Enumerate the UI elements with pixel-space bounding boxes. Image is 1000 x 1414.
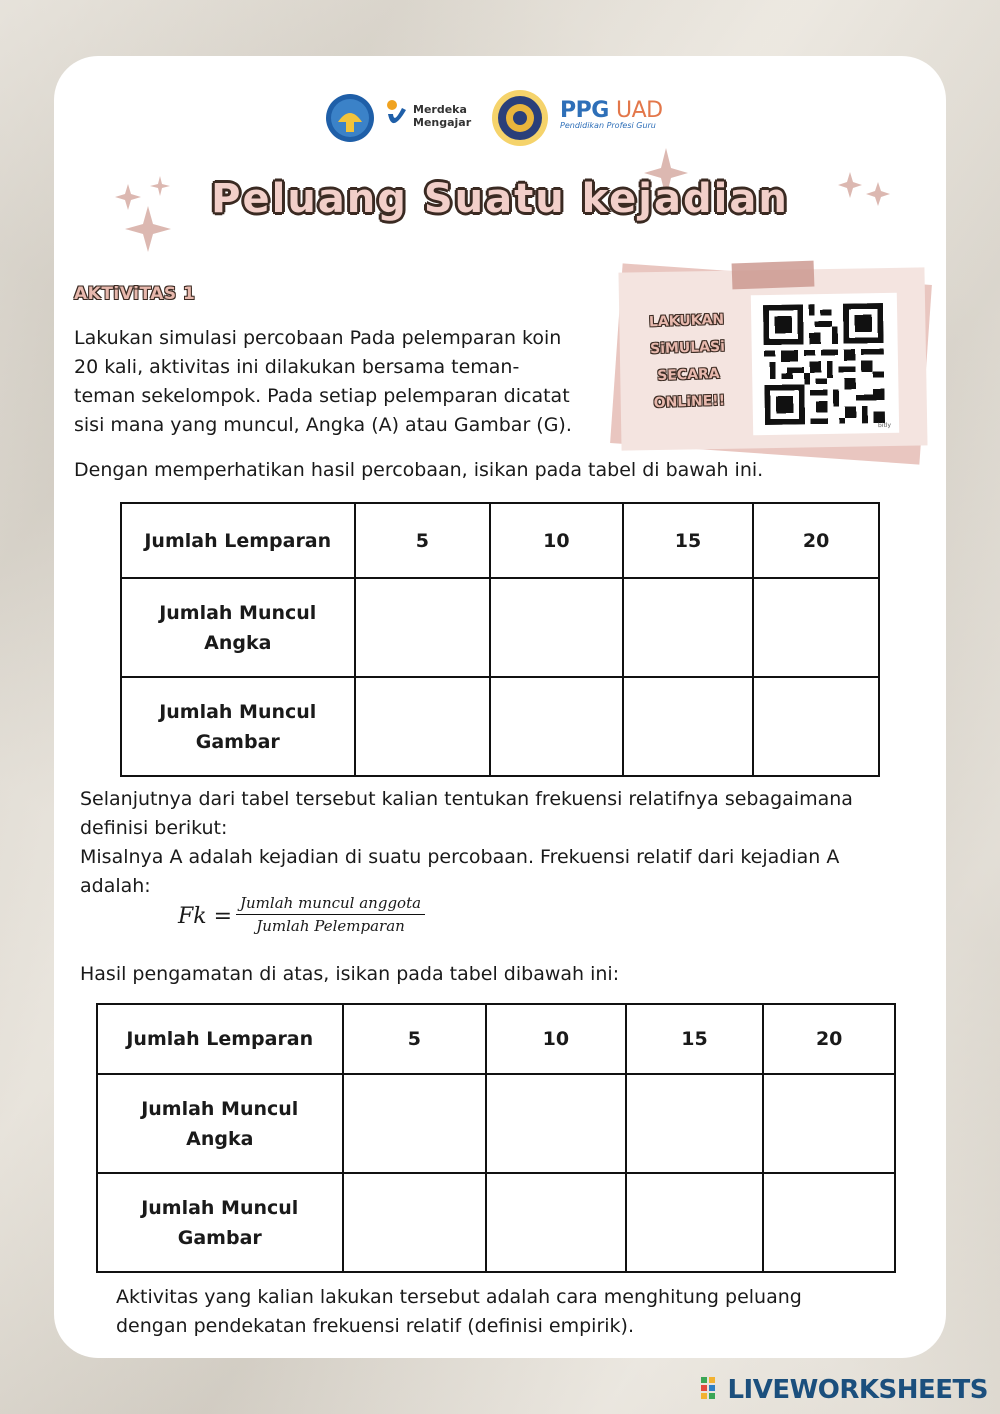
closing-line: Aktivitas yang kalian lakukan tersebut adalah cara menghitung peluang xyxy=(116,1286,802,1308)
answer-cell[interactable] xyxy=(355,677,491,776)
answer-cell[interactable] xyxy=(623,578,754,677)
qr-brand: bitly xyxy=(877,421,892,430)
header-cell: 10 xyxy=(486,1004,626,1074)
answer-cell[interactable] xyxy=(343,1173,487,1272)
answer-cell[interactable] xyxy=(355,578,491,677)
qr-code-icon xyxy=(763,303,885,425)
table-row xyxy=(97,1074,895,1173)
row-label-line: Angka xyxy=(204,631,272,654)
qr-note-line: LAKUKAN xyxy=(648,311,725,331)
liveworksheets-footer xyxy=(701,1372,988,1408)
header-cell: 20 xyxy=(753,503,879,578)
header-cell: 5 xyxy=(355,503,491,578)
qr-note-card xyxy=(616,262,936,462)
row-label-line: Jumlah Muncul xyxy=(159,601,317,624)
table-row xyxy=(121,503,879,578)
row-label-line: Gambar xyxy=(195,730,280,753)
row-label-line: Jumlah Muncul xyxy=(141,1097,299,1120)
header-cell: 20 xyxy=(763,1004,895,1074)
row-label-line: Angka xyxy=(186,1127,254,1150)
header-cell: Jumlah Lemparan xyxy=(97,1004,343,1074)
row-label-gambar xyxy=(121,677,355,776)
header-cell: 15 xyxy=(623,503,754,578)
liveworksheets-icon xyxy=(701,1377,723,1403)
table-row xyxy=(121,677,879,776)
answer-cell[interactable] xyxy=(490,578,623,677)
closing-line: dengan pendekatan frekuensi relatif (definisi empirik). xyxy=(116,1315,635,1337)
table-2 xyxy=(96,1003,896,1273)
answer-cell[interactable] xyxy=(486,1173,626,1272)
formula-fraction xyxy=(236,894,425,935)
definition-line: Selanjutnya dari tabel tersebut kalian tentukan frekuensi relatifnya sebagaimana xyxy=(80,788,853,810)
intro-line: sisi mana yang muncul, Angka (A) atau Gambar (G). xyxy=(74,414,572,436)
table1-instruction: Dengan memperhatikan hasil percobaan, isikan pada tabel di bawah ini. xyxy=(74,459,764,481)
worksheet-card xyxy=(54,56,946,1358)
footer-brand: LIVEWORKSHEETS xyxy=(727,1375,988,1405)
relative-frequency-formula xyxy=(178,894,478,946)
answer-cell[interactable] xyxy=(486,1074,626,1173)
row-label-line: Jumlah Muncul xyxy=(141,1196,299,1219)
formula-denominator: Jumlah Pelemparan xyxy=(256,917,405,935)
qr-note-line: SiMULASi xyxy=(649,338,726,358)
intro-line: 20 kali, aktivitas ini dilakukan bersama teman- xyxy=(74,356,520,378)
answer-cell[interactable] xyxy=(763,1074,895,1173)
definition-paragraph xyxy=(80,785,930,901)
ppg-subtitle: Pendidikan Profesi Guru xyxy=(560,121,656,130)
definition-line: definisi berikut: xyxy=(80,817,228,839)
header-cell: 15 xyxy=(626,1004,764,1074)
answer-cell[interactable] xyxy=(753,677,879,776)
table-row xyxy=(97,1004,895,1074)
logo-strip xyxy=(324,92,744,152)
table-row xyxy=(97,1173,895,1272)
note-tape xyxy=(732,261,815,290)
qr-note-text xyxy=(626,306,750,418)
qr-note-line: SECARA xyxy=(657,365,720,385)
merdeka-icon xyxy=(384,98,410,134)
row-label-angka xyxy=(121,578,355,677)
ppg-text: PPG xyxy=(560,98,609,123)
table-row xyxy=(121,578,879,677)
definition-line: adalah: xyxy=(80,875,151,897)
answer-cell[interactable] xyxy=(626,1173,764,1272)
table2-instruction: Hasil pengamatan di atas, isikan pada tabel dibawah ini: xyxy=(80,963,620,985)
intro-paragraph xyxy=(74,324,604,440)
header-cell: Jumlah Lemparan xyxy=(121,503,355,578)
answer-cell[interactable] xyxy=(490,677,623,776)
table-1 xyxy=(120,502,880,777)
formula-lhs: Fk = xyxy=(178,904,233,929)
intro-line: teman sekelompok. Pada setiap pelemparan dicatat xyxy=(74,385,570,407)
intro-line: Lakukan simulasi percobaan Pada pelemparan koin xyxy=(74,327,562,349)
answer-cell[interactable] xyxy=(753,578,879,677)
merdeka-line1: Merdeka xyxy=(413,103,467,116)
qr-note-line: ONLiNE!! xyxy=(653,392,726,412)
answer-cell[interactable] xyxy=(623,677,754,776)
header-cell: 5 xyxy=(343,1004,487,1074)
row-label-line: Jumlah Muncul xyxy=(159,700,317,723)
qr-code[interactable] xyxy=(751,293,899,436)
merdeka-mengajar-logo xyxy=(384,98,471,134)
uad-seal-logo xyxy=(490,88,550,152)
ppg-uad-logo xyxy=(560,98,663,130)
row-label-line: Gambar xyxy=(177,1226,262,1249)
activity-label: AKTiViTAS 1 xyxy=(74,284,196,304)
formula-numerator: Jumlah muncul anggota xyxy=(236,894,425,915)
definition-line: Misalnya A adalah kejadian di suatu percobaan. Frekuensi relatif dari kejadian A xyxy=(80,846,840,868)
row-label-angka xyxy=(97,1074,343,1173)
tut-wuri-logo xyxy=(324,92,376,148)
closing-paragraph xyxy=(116,1283,896,1341)
uad-text: UAD xyxy=(615,98,663,123)
answer-cell[interactable] xyxy=(626,1074,764,1173)
row-label-gambar xyxy=(97,1173,343,1272)
answer-cell[interactable] xyxy=(343,1074,487,1173)
merdeka-line2: Mengajar xyxy=(413,116,472,129)
header-cell: 10 xyxy=(490,503,623,578)
answer-cell[interactable] xyxy=(763,1173,895,1272)
page-title: Peluang Suatu kejadian xyxy=(211,176,789,222)
